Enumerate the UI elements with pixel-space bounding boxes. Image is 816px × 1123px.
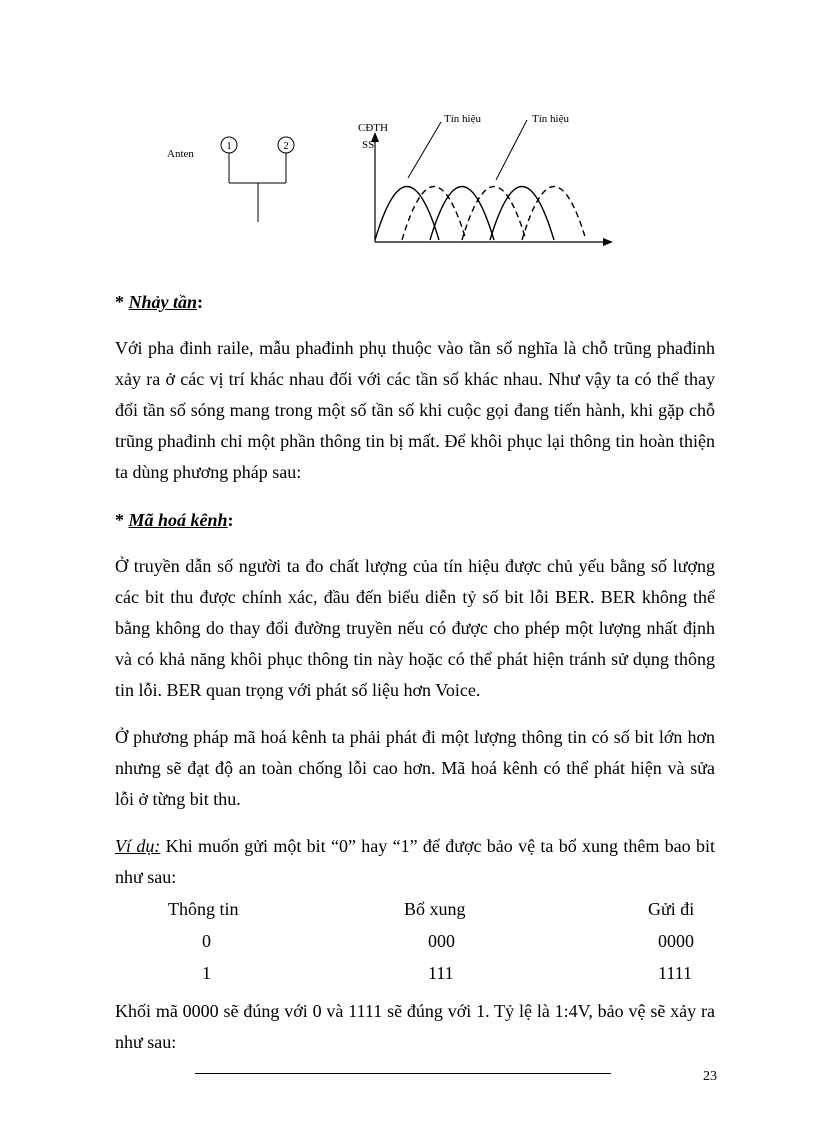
- signal-1-label: Tín hiệu: [444, 113, 481, 125]
- header-added: Bổ xung: [404, 898, 466, 919]
- heading-marker: *: [115, 510, 129, 530]
- table-row: [150, 957, 694, 989]
- footer-rule: [195, 1073, 611, 1074]
- section-heading-channel-coding: [115, 510, 234, 531]
- closing-paragraph: Khối mã 0000 sẽ đúng với 0 và 1111 sẽ đúng với 1. Tỷ lệ là 1:4V, bảo vệ sẽ xảy ra như sau:: [115, 1001, 715, 1052]
- table-row: [150, 925, 694, 957]
- signal-1-lobe-c: [490, 187, 554, 241]
- frequency-hopping-paragraph: Với pha đinh raile, mẫu phađinh phụ thuộc vào tần số nghĩa là chỗ trũng phađinh xảy ra ở các vị trí khác nhau đối với các tần số khác nhau. Như vậy ta có thể thay đổi tần số sóng mang trong một số tần số khi cuộc gọi đang tiến hành, khi gặp chỗ trũng phađinh chỉ một phần thông tin bị mất. Để khôi phục lại thông tin hoàn thiện ta dùng phương pháp sau:: [115, 338, 715, 482]
- header-info: Thông tin: [168, 898, 239, 919]
- antenna-2-number: 2: [283, 140, 289, 152]
- heading-title: Nhảy tần: [128, 292, 198, 312]
- page-number: 23: [703, 1069, 717, 1084]
- heading-marker: *: [115, 292, 129, 312]
- signal-1-lobe-a: [375, 187, 439, 241]
- example-label: Ví dụ:: [115, 836, 161, 856]
- example-paragraph: [115, 831, 715, 893]
- channel-coding-paragraph-2: Ở phương pháp mã hoá kênh ta phải phát đi một lượng thông tin có số bit lớn hơn nhưng sẽ đạt độ an toàn chống lỗi cao hơn. Mã hoá kênh có thể phát hiện và sửa lỗi ở từng bit thu.: [115, 727, 715, 809]
- x-axis-arrow: [603, 238, 613, 246]
- table-cell: 1: [202, 962, 211, 983]
- signal-2-lobe-c: [522, 187, 586, 241]
- heading-colon: :: [197, 292, 204, 312]
- signal-1-callout: [408, 122, 441, 178]
- table-cell: 1111: [658, 962, 692, 983]
- table-header-row: [150, 893, 694, 925]
- signal-2-label: Tín hiệu: [532, 113, 569, 125]
- antenna-label: Anten: [167, 148, 194, 160]
- antenna-1-number: 1: [226, 140, 232, 152]
- diversity-figure: [0, 0, 816, 270]
- table-cell: 0000: [658, 930, 694, 951]
- coding-table: [150, 893, 694, 989]
- signal-2-lobe-b: [462, 187, 526, 241]
- signal-2-lobe-a: [402, 187, 466, 241]
- y-axis-label-1: CĐTH: [358, 122, 388, 134]
- signal-2-callout: [496, 120, 527, 180]
- y-axis-label-2: SS: [362, 139, 375, 151]
- table-cell: 000: [428, 930, 455, 951]
- channel-coding-paragraph-1: Ở truyền dẫn số người ta đo chất lượng của tín hiệu được chủ yếu bằng số lượng các bit thu được chính xác, đầu đến biểu diễn tỷ số bit lỗi BER. BER không thể bằng không do thay đổi đường truyền nếu có được cho phép một lượng nhất định và có khả năng khôi phục thông tin này hoặc có thể phát hiện tránh sử dụng thông tin lỗi. BER quan trọng với phát số liệu hơn Voice.: [115, 556, 715, 700]
- table-cell: 111: [428, 962, 454, 983]
- signal-1-lobe-b: [430, 187, 494, 241]
- figure-svg: [0, 0, 816, 270]
- table-cell: 0: [202, 930, 211, 951]
- heading-colon: :: [227, 510, 234, 530]
- example-text: Khi muốn gửi một bit “0” hay “1” để được bảo vệ ta bổ xung thêm bao bit như sau:: [115, 836, 715, 887]
- heading-title: Mã hoá kênh: [128, 510, 228, 530]
- section-heading-frequency-hopping: [115, 292, 203, 313]
- header-sent: Gửi đi: [648, 898, 695, 919]
